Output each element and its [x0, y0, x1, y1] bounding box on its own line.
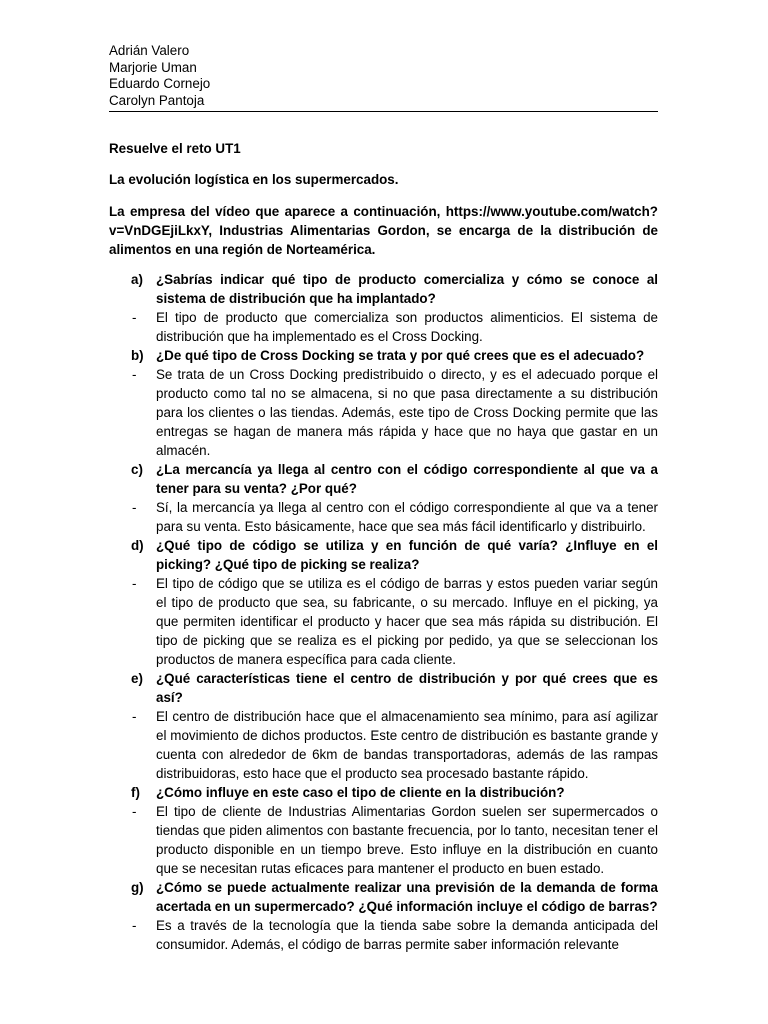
question-marker: f) [131, 785, 140, 800]
answer-bullet: - [132, 367, 137, 382]
question-e [109, 669, 658, 707]
document-subtitle: La evolución logística en los supermercados. [109, 172, 399, 187]
author-name: Eduardo Cornejo [109, 76, 211, 92]
answer-g [109, 916, 658, 954]
question-a [109, 270, 658, 308]
answer-text: Es a través de la tecnología que la tienda sabe sobre la demanda anticipada del consumidor. Además, el código de barras permite saber información relevante [156, 918, 658, 952]
question-c [109, 460, 658, 498]
answer-e [109, 707, 658, 783]
answer-bullet: - [132, 709, 137, 724]
question-marker: c) [131, 462, 143, 477]
question-text: ¿Qué características tiene el centro de distribución y por qué crees que es así? [156, 671, 658, 705]
answer-f [109, 802, 658, 878]
author-name: Adrián Valero [109, 43, 190, 58]
answer-text: Sí, la mercancía ya llega al centro con el código correspondiente al que va a tener para su venta. Esto básicamente, hace que sea más fácil identificarlo y distribuirlo. [156, 500, 658, 534]
question-text: ¿Cómo se puede actualmente realizar una previsión de la demanda de forma acertada en un supermercado? ¿Qué información incluye el código de barras? [156, 880, 658, 914]
question-text: ¿La mercancía ya llega al centro con el código correspondiente al que va a tener para su venta? ¿Por qué? [156, 462, 658, 496]
answer-text: El tipo de producto que comercializa son productos alimenticios. El sistema de distribución que ha implementado es el Cross Docking. [156, 310, 658, 344]
answer-bullet: - [132, 804, 137, 819]
question-text: ¿De qué tipo de Cross Docking se trata y por qué crees que es el adecuado? [156, 348, 645, 363]
answer-bullet: - [132, 310, 137, 325]
question-marker: d) [131, 538, 144, 553]
question-d [109, 536, 658, 574]
document-heading: Resuelve el reto UT1 [109, 141, 241, 156]
author-name: Carolyn Pantoja [109, 93, 205, 109]
answer-c [109, 498, 658, 536]
question-marker: e) [131, 671, 143, 686]
question-marker: b) [131, 348, 144, 363]
question-g [109, 878, 658, 916]
answer-text: El centro de distribución hace que el almacenamiento sea mínimo, para así agilizar el movimiento de dichos productos. Este centro de distribución es bastante grande y cuenta con alrededor de 6km de bandas transportadoras, además de las rampas distribuidoras, esto hace que el producto sea procesado bastante rápido. [156, 709, 658, 781]
answer-bullet: - [132, 918, 137, 933]
author-name: Marjorie Uman [109, 59, 197, 75]
intro-paragraph: La empresa del vídeo que aparece a continuación, https://www.youtube.com/watch?v=VnDGEjiLkxY, Industrias Alimentarias Gordon, se encarga de la distribución de alimentos en una región de Norteamérica. [109, 204, 658, 257]
question-f [109, 783, 658, 802]
answer-text: El tipo de cliente de Industrias Alimentarias Gordon suelen ser supermercados o tiendas que piden alimentos con bastante frecuencia, por lo tanto, necesitan tener el producto disponible en un tiempo breve. Esto influye en la distribución en cuanto que se necesitan rutas eficaces para mantener el producto en buen estado. [156, 804, 658, 876]
question-marker: g) [131, 880, 144, 895]
answer-text: Se trata de un Cross Docking predistribuido o directo, y es el adecuado porque el producto como tal no se almacena, si no que pasa directamente a su distribución para los clientes o las tiendas. Además, este tipo de Cross Docking permite que las entregas se hagan de manera más rápida y hace que no haya que gastar en un almacén. [156, 367, 658, 458]
author-list [109, 43, 658, 112]
question-text: ¿Sabrías indicar qué tipo de producto comercializa y cómo se conoce al sistema de distribución que ha implantado? [156, 272, 658, 306]
question-text: ¿Cómo influye en este caso el tipo de cliente en la distribución? [156, 785, 565, 800]
answer-a [109, 308, 658, 346]
answer-b [109, 365, 658, 460]
answer-bullet: - [132, 576, 137, 591]
question-text: ¿Qué tipo de código se utiliza y en función de qué varía? ¿Influye en el picking? ¿Qué tipo de picking se realiza? [156, 538, 658, 572]
question-b [109, 346, 658, 365]
question-marker: a) [131, 272, 143, 287]
answer-d [109, 574, 658, 669]
answer-text: El tipo de código que se utiliza es el código de barras y estos pueden variar según el tipo de producto que sea, su fabricante, o su mercado. Influye en el picking, ya que permiten identificar el producto y hacer que sea más rápida su distribución. El tipo de picking que se realiza es el picking por pedido, ya que se seleccionan los productos de manera específica para cada cliente. [156, 576, 658, 667]
answer-bullet: - [132, 500, 137, 515]
question-list [109, 270, 658, 954]
